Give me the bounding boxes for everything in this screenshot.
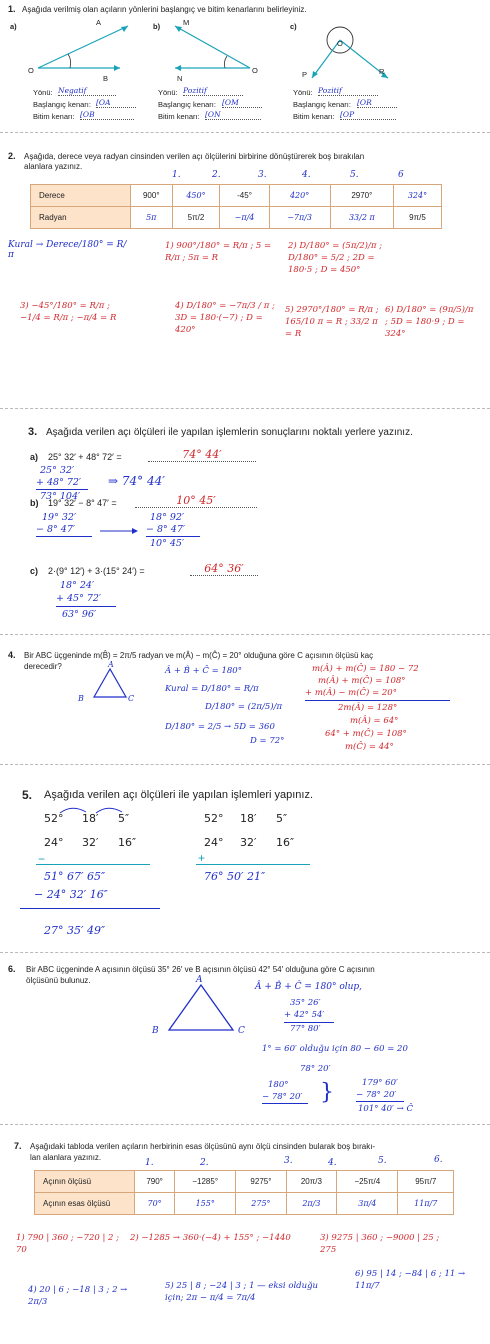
divider	[0, 764, 490, 765]
q3c-work: 18° 24′	[60, 580, 95, 591]
q6-brace: }	[320, 1080, 334, 1105]
q7-cell: −1285°	[175, 1171, 236, 1193]
q6-work: 180°	[268, 1080, 289, 1090]
q5-right-min1: 18′	[240, 812, 257, 825]
q1c-yonu-answer: Pozitif	[318, 86, 378, 96]
q2-cell: 450°	[172, 185, 220, 207]
q4-sum-line	[305, 700, 450, 701]
q1a-vertex-o: O	[28, 66, 34, 75]
q2-work-6: 6) D/180° = (9π/5)/π ; 5D = 180·9 ; D = 324°	[385, 305, 474, 339]
q4-vertex-a: A	[108, 660, 114, 669]
q2-row1-head: Derece	[31, 185, 131, 207]
q6-text-line1: Bir ABC üçgeninde A açısının ölçüsü 35° 26′ ve B açısının ölçüsü 42° 54′ olduğuna göre C açısının	[26, 965, 375, 974]
q7-text-line1: Aşağıdaki tabloda verilen açıların herbirinin esas ölçüsünü aynı ölçü cinsinden bularak boş bırakı-	[30, 1142, 376, 1151]
q3a-work: 25° 32′	[40, 465, 75, 476]
q3-text: Aşağıda verilen açı ölçüleri ile yapılan işlemlerin sonuçlarını noktalı yerlere yazınız.	[46, 427, 413, 438]
q1b-label: b)	[153, 22, 161, 31]
q1a-bas-answer: [OA	[96, 98, 136, 108]
q4-work-left: D/180° = (2π/5)/π	[205, 702, 283, 712]
q7-col-num-6: 6.	[434, 1155, 443, 1165]
q5-left-deg2: 24°	[44, 836, 64, 849]
q6-vertex-a: A	[196, 975, 203, 985]
q1b-vertex-o: O	[252, 66, 258, 75]
q1c-bit-answer: [OP	[340, 110, 396, 120]
q6-work: 77° 80′	[290, 1024, 321, 1034]
q1b-bas-answer: [OM	[222, 98, 262, 108]
q4-work-right: m(Â) + m(Ĉ) = 180 − 72	[312, 664, 419, 674]
q1c-angle-diagram	[300, 18, 400, 83]
q4-work-right: 2m(Â) = 128°	[338, 703, 398, 713]
q1a-vertex-a: A	[96, 18, 102, 27]
q6-vertex-c: C	[238, 1026, 245, 1036]
q2-cell: 324°	[393, 185, 441, 207]
q4-work-left: Kural = D/180° = R/π	[165, 684, 259, 694]
q6-work: Â + B̂ + Ĉ = 180° olup,	[255, 982, 363, 992]
q7-cell: 2π/3	[286, 1193, 337, 1215]
q2-col-num-4: 4.	[302, 170, 311, 180]
q6-work: 179° 60′	[362, 1078, 398, 1088]
q3a-work: ⇒ 74° 44′	[108, 474, 165, 488]
divider	[0, 1124, 490, 1125]
q6-work: 1° = 60′ olduğu için 80 − 60 = 20	[262, 1044, 408, 1054]
q2-work-1: 1) 900°/180° = R/π ; 5 = R/π ; 5π = R	[165, 241, 272, 263]
divider	[0, 408, 490, 409]
q2-cell: −7π/3	[269, 207, 330, 229]
q4-work-left: D = 72°	[250, 736, 285, 746]
q4-vertex-c: C	[128, 694, 135, 703]
q6-vertex-b: B	[152, 1026, 159, 1036]
q3c-expression: 2·(9° 12′) + 3·(15° 24′) =	[48, 566, 145, 576]
q7-cell: 275°	[236, 1193, 286, 1215]
q2-cell: 9π/5	[393, 207, 441, 229]
q1c-bas-answer: [OR	[357, 98, 397, 108]
q7-row2-head: Açının esas ölçüsü	[35, 1193, 135, 1215]
q5-left-work1: 51° 67′ 65″	[44, 870, 106, 883]
q1b-bas-label: Başlangıç kenarı:	[158, 100, 216, 109]
q5-left-operator: −	[38, 852, 46, 866]
q3a-work: 73° 104′	[40, 491, 81, 502]
q3c-work: 63° 96′	[62, 609, 97, 620]
q2-work-5: 5) 2970°/180° = R/π ; 165/10 π = R ; 33/2 π = R	[285, 305, 379, 339]
q7-col-num-4: 4.	[328, 1158, 337, 1168]
q4-work-right: m(Ĉ) = 44°	[345, 742, 394, 752]
q3b-line	[146, 536, 200, 537]
q7-cell: −25π/4	[337, 1171, 398, 1193]
q6-triangle	[165, 982, 237, 1034]
q2-row-derece	[31, 185, 442, 207]
q7-cell: 20π/3	[286, 1171, 337, 1193]
q5-number: 5.	[22, 788, 33, 802]
q1-number: 1.	[8, 4, 16, 14]
q7-cell: 3π/4	[337, 1193, 398, 1215]
q7-text-line2: lan alanlara yazınız.	[30, 1153, 102, 1162]
q1a-vertex-b: B	[103, 74, 109, 83]
q3b-work: − 8° 47′	[146, 524, 186, 535]
q7-work-3: 3) 9275 | 360 ; −9000 | 25 ; 275	[320, 1233, 440, 1255]
q5-right-operator: +	[198, 851, 206, 865]
q2-col-num-6: 6	[398, 170, 404, 180]
q3c-line	[56, 606, 116, 607]
q1c-vertex-o: O	[337, 39, 343, 48]
q3c-answer: 64° 36′	[190, 562, 258, 576]
q2-row2-head: Radyan	[31, 207, 131, 229]
q7-work-4: 4) 20 | 6 ; −18 | 3 ; 2 → 2π/3	[28, 1285, 128, 1307]
q3a-sum-line	[36, 489, 88, 490]
q2-cell: −π/4	[220, 207, 269, 229]
q5-borrow-arrows	[58, 804, 128, 814]
q2-cell: 5π/2	[172, 207, 220, 229]
q1c-label: c)	[290, 22, 297, 31]
q5-right-sec1: 5″	[276, 812, 288, 825]
q1b-vertex-n: N	[177, 74, 183, 83]
q5-left-sec2: 16″	[118, 836, 137, 849]
divider	[0, 952, 490, 953]
q3b-work: 10° 45′	[150, 538, 185, 549]
q4-vertex-b: B	[78, 694, 84, 703]
q2-work-2: 2) D/180° = (5π/2)/π ; D/180° = 5/2 ; 2D = 180·5 ; D = 450°	[288, 241, 383, 275]
q7-cell: 155°	[175, 1193, 236, 1215]
q6-work: 35° 26′	[290, 998, 321, 1008]
q4-triangle	[90, 666, 130, 700]
q5-text: Aşağıda verilen açı ölçüleri ile yapılan işlemleri yapınız.	[44, 789, 314, 801]
q5-left-deg1: 52°	[44, 812, 64, 825]
q5-right-deg2: 24°	[204, 836, 224, 849]
q7-cell: 11π/7	[398, 1193, 454, 1215]
q6-work: + 42° 54′	[284, 1010, 325, 1020]
q5-right-result: 76° 50′ 21″	[204, 870, 266, 883]
q7-cell: 9275°	[236, 1171, 286, 1193]
q4-work-left: Â + B̂ + Ĉ = 180°	[165, 666, 242, 676]
q5-left-min1: 18′	[82, 812, 99, 825]
q7-number: 7.	[14, 1141, 22, 1151]
q3b-expression: 19° 32′ − 8° 47′ =	[48, 498, 117, 508]
q6-line	[356, 1101, 404, 1102]
divider	[0, 634, 490, 635]
q5-right-min2: 32′	[240, 836, 257, 849]
q1a-bas-label: Başlangıç kenarı:	[33, 100, 91, 109]
q2-cell: 2970°	[330, 185, 393, 207]
q7-col-num-1: 1.	[145, 1158, 154, 1168]
q3a-answer: 74° 44′	[148, 448, 256, 462]
q1a-angle-diagram	[28, 18, 148, 83]
q2-cell: 5π	[131, 207, 173, 229]
q5-right-sec2: 16″	[276, 836, 295, 849]
q4-number: 4.	[8, 650, 16, 660]
q6-line	[262, 1103, 308, 1104]
q7-cell: 70°	[135, 1193, 175, 1215]
q3b-line	[36, 536, 92, 537]
q6-work: 101° 40′ → Ĉ	[358, 1104, 413, 1114]
q5-left-result: 27° 35′ 49″	[44, 924, 106, 937]
q7-work-5: 5) 25 | 8 ; −24 | 3 ; 1 — eksi olduğu için; 2π − π/4 = 7π/4	[165, 1281, 319, 1303]
q5-left-work2: − 24° 32′ 16″	[34, 888, 108, 901]
q1b-yonu-label: Yönü:	[158, 88, 178, 97]
q4-work-right: + m(Â) − m(Ĉ) = 20°	[305, 688, 397, 698]
divider	[0, 132, 490, 133]
q5-left-sec1: 5″	[118, 812, 130, 825]
q3a-expression: 25° 32′ + 48° 72′ =	[48, 452, 122, 462]
q3c-label: c)	[30, 566, 39, 576]
q1b-yonu-answer: Pozitif	[183, 86, 243, 96]
q7-cell: 95π/7	[398, 1171, 454, 1193]
q1c-vertex-r: R	[379, 67, 385, 76]
q3a-work: + 48° 72′	[36, 477, 82, 488]
q4-text-line2: derecedir?	[24, 662, 62, 671]
q2-work-4: 4) D/180° = −7π/3 / π ; 3D = 180·(−7) ; D = 420°	[175, 301, 275, 335]
q1a-label: a)	[10, 22, 17, 31]
q5-left-line	[36, 864, 150, 865]
q7-cell: 790°	[135, 1171, 175, 1193]
q6-sum-line	[284, 1022, 334, 1023]
q7-work-6: 6) 95 | 14 ; −84 | 6 ; 11 → 11π/7	[355, 1269, 466, 1291]
q1a-yonu-answer: Negatif	[58, 86, 116, 96]
q1c-vertex-p: P	[302, 70, 308, 79]
q2-col-num-3: 3.	[258, 170, 267, 180]
q7-table	[34, 1170, 454, 1215]
q4-text-line1: Bir ABC üçgeninde m(B̂) = 2π/5 radyan ve m(Â) − m(Ĉ) = 20° olduğuna göre C açısının ölçüsü kaç	[24, 651, 374, 660]
q1c-bas-label: Başlangıç kenarı:	[293, 100, 351, 109]
q4-work-right: m(Â) + m(Ĉ) = 108°	[318, 676, 406, 686]
q2-number: 2.	[8, 151, 16, 161]
q3b-arrow	[98, 526, 142, 536]
q7-work-1: 1) 790 | 360 ; −720 | 2 ; 70	[16, 1233, 119, 1255]
q7-col-num-5: 5.	[378, 1156, 387, 1166]
q2-cell: 900°	[131, 185, 173, 207]
q6-work: − 78° 20′	[356, 1090, 397, 1100]
q3b-work: 19° 32′	[42, 512, 77, 523]
q2-cell: 33/2 π	[330, 207, 393, 229]
q6-text-line2: ölçüsünü bulunuz.	[26, 976, 91, 985]
q7-col-num-3: 3.	[284, 1156, 293, 1166]
q4-work-right: 64° + m(Ĉ) = 108°	[325, 729, 407, 739]
q3a-label: a)	[30, 452, 39, 462]
q3b-label: b)	[30, 498, 39, 508]
q5-left-result-line	[20, 908, 160, 909]
q3-number: 3.	[28, 426, 38, 438]
q5-right-deg1: 52°	[204, 812, 224, 825]
q1-text: Aşağıda verilmiş olan açıların yönlerini başlangıç ve bitim kenarlarını belirleyiniz.	[22, 5, 307, 14]
q1a-bit-answer: [OB	[80, 110, 134, 120]
q2-cell: -45°	[220, 185, 269, 207]
q2-work-kural: Kural → Derece/180° = R/π	[8, 240, 127, 260]
q1a-yonu-label: Yönü:	[33, 88, 53, 97]
q2-text-line1: Aşağıda, derece veya radyan cinsinden verilen açı ölçülerini birbirine dönüştürerek boş bırakılan	[24, 152, 365, 161]
q2-col-num-2: 2.	[212, 170, 221, 180]
q1b-vertex-m: M	[183, 18, 190, 27]
q5-right-line	[196, 864, 310, 865]
q7-row-olcu	[35, 1171, 454, 1193]
q2-text-line2: alanlara yazınız.	[24, 162, 83, 171]
q3c-work: + 45° 72′	[56, 593, 102, 604]
q1a-bit-label: Bitim kenarı:	[33, 112, 75, 121]
q1b-bit-answer: [ON	[205, 110, 261, 120]
q1c-yonu-label: Yönü:	[293, 88, 313, 97]
q7-row-esas	[35, 1193, 454, 1215]
q7-work-2: 2) −1285 → 360·(−4) + 155° ; −1440	[130, 1233, 291, 1243]
q4-work-left: D/180° = 2/5 → 5D = 360	[165, 722, 275, 732]
q1b-bit-label: Bitim kenarı:	[158, 112, 200, 121]
q2-work-3: 3) −45°/180° = R/π ; −1/4 = R/π ; −π/4 = R	[20, 301, 117, 323]
q6-work: 78° 20′	[300, 1064, 331, 1074]
q7-col-num-2: 2.	[200, 1158, 209, 1168]
q2-conversion-table	[30, 184, 442, 229]
q2-row-radyan	[31, 207, 442, 229]
q2-cell: 420°	[269, 185, 330, 207]
q4-work-right: m(Â) = 64°	[350, 716, 399, 726]
q6-work: − 78° 20′	[262, 1092, 303, 1102]
q3b-work: 18° 92′	[150, 512, 185, 523]
q5-left-min2: 32′	[82, 836, 99, 849]
q3b-answer: 10° 45′	[135, 494, 257, 508]
q7-row1-head: Açının ölçüsü	[35, 1171, 135, 1193]
q2-col-num-5: 5.	[350, 170, 359, 180]
q6-number: 6.	[8, 964, 16, 974]
q1c-bit-label: Bitim kenarı:	[293, 112, 335, 121]
q2-col-num-1: 1.	[172, 170, 181, 180]
q3b-work: − 8° 47′	[36, 524, 76, 535]
